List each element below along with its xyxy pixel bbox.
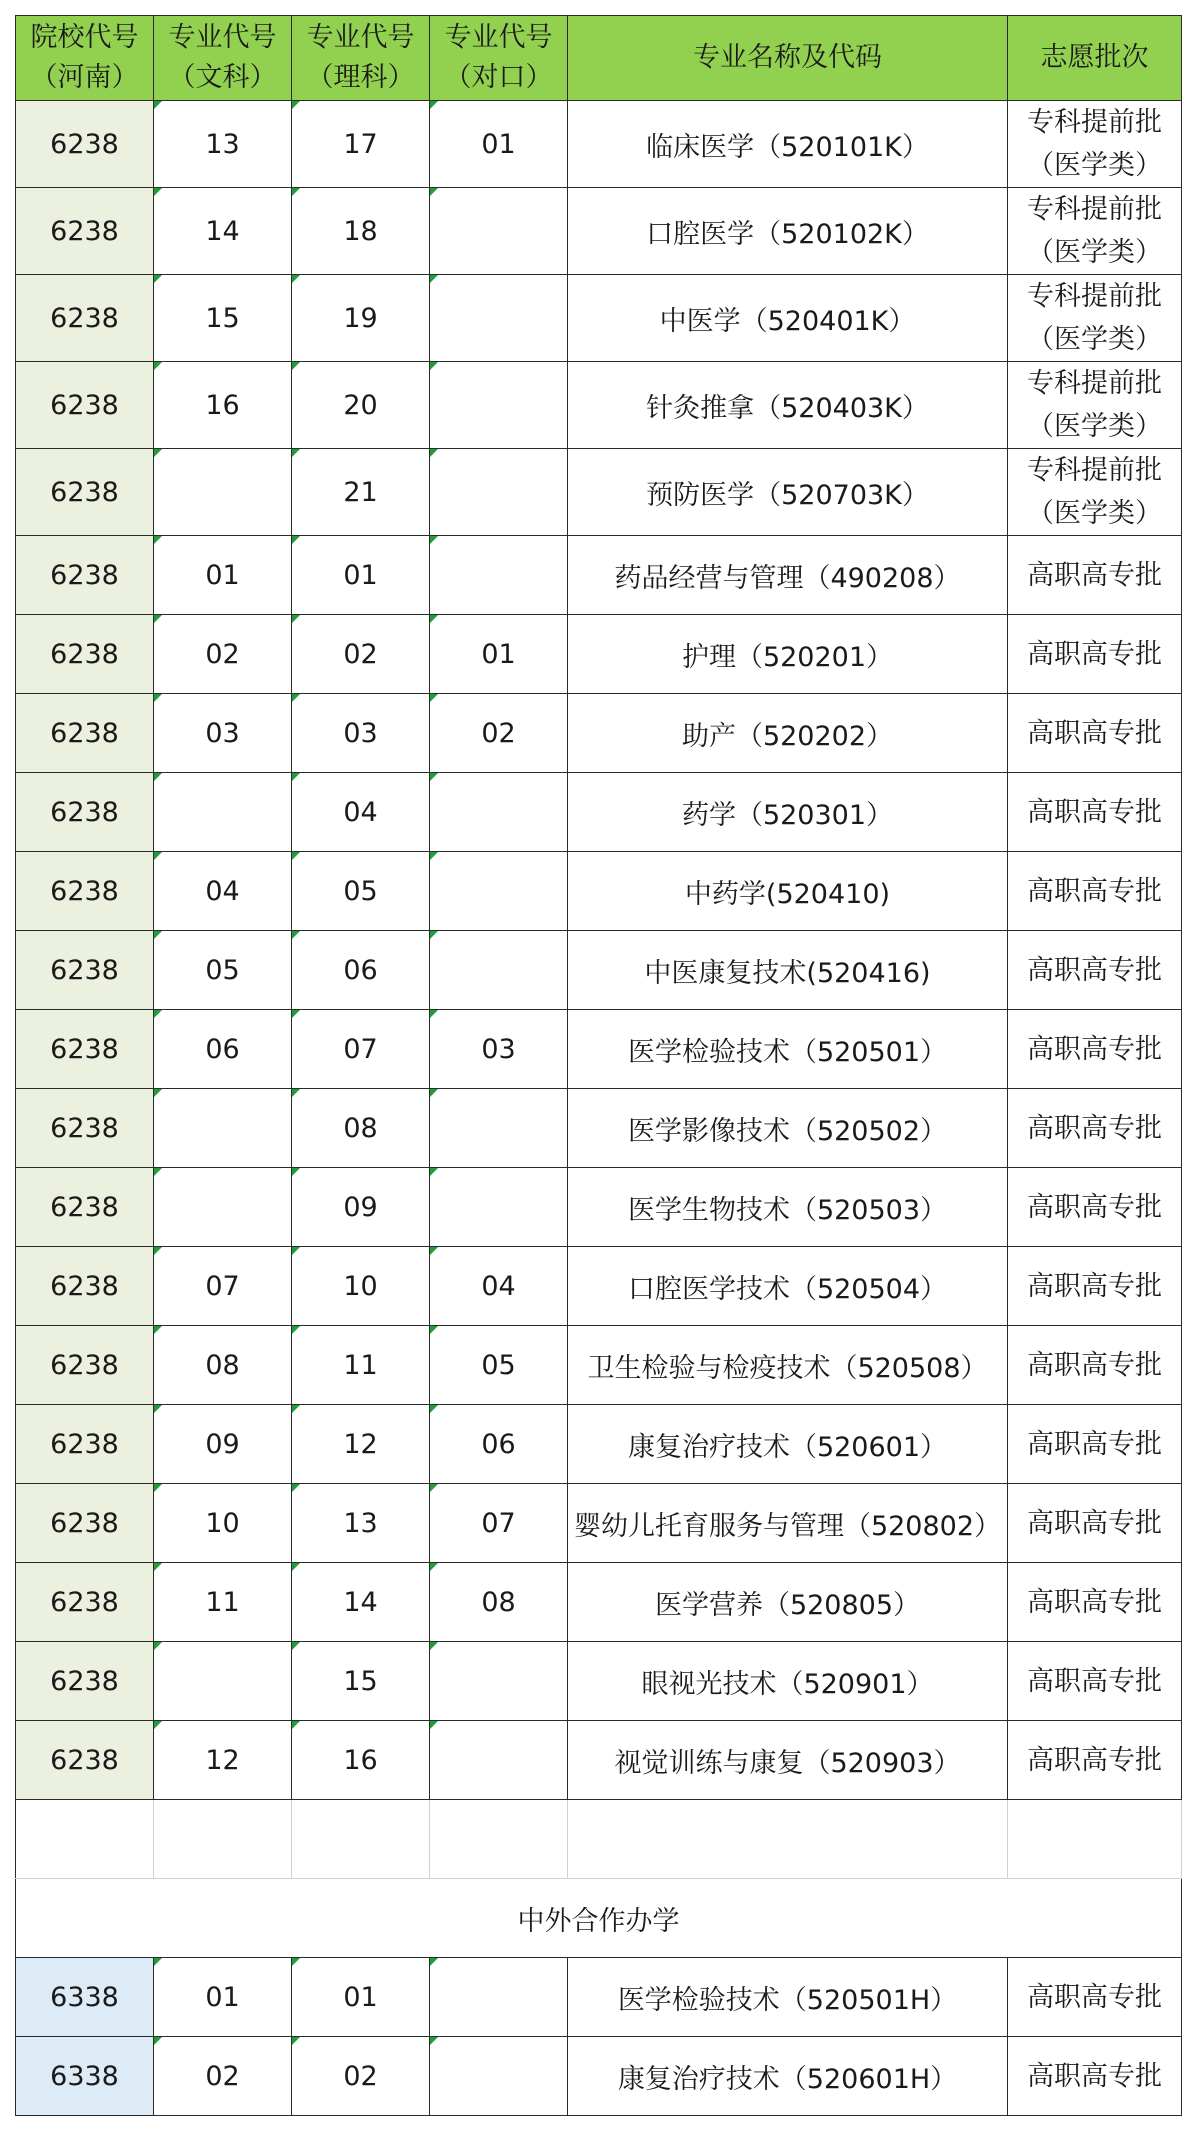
coop-table-row bbox=[16, 2037, 1182, 2116]
batch-cell: 高职高专批 bbox=[1008, 1563, 1182, 1642]
li-code-cell: 14 bbox=[292, 1563, 430, 1642]
wen-code-cell: 14 bbox=[154, 188, 292, 275]
major-name-cell: 医学检验技术（520501） bbox=[568, 1010, 1008, 1089]
li-code-cell: 11 bbox=[292, 1326, 430, 1405]
dui-code-cell bbox=[430, 275, 568, 362]
dui-code-cell bbox=[430, 1089, 568, 1168]
blank-cell bbox=[430, 1800, 568, 1879]
blank-cell bbox=[154, 1800, 292, 1879]
major-name-cell: 药品经营与管理（490208） bbox=[568, 536, 1008, 615]
li-code-cell: 09 bbox=[292, 1168, 430, 1247]
school-code-cell: 6238 bbox=[16, 1484, 154, 1563]
school-code-cell: 6238 bbox=[16, 1563, 154, 1642]
major-name-cell: 视觉训练与康复（520903） bbox=[568, 1721, 1008, 1800]
li-code-cell: 06 bbox=[292, 931, 430, 1010]
table-row bbox=[16, 773, 1182, 852]
wen-code-cell: 08 bbox=[154, 1326, 292, 1405]
wen-code-cell: 05 bbox=[154, 931, 292, 1010]
table-row bbox=[16, 1405, 1182, 1484]
dui-code-cell: 01 bbox=[430, 101, 568, 188]
table-body bbox=[16, 101, 1182, 2116]
wen-code-cell: 15 bbox=[154, 275, 292, 362]
blank-cell bbox=[16, 1800, 154, 1879]
table-row bbox=[16, 188, 1182, 275]
wen-code-cell: 16 bbox=[154, 362, 292, 449]
li-code-cell: 01 bbox=[292, 1958, 430, 2037]
header-row bbox=[16, 16, 1182, 101]
li-code-cell: 08 bbox=[292, 1089, 430, 1168]
major-name-cell: 中药学(520410) bbox=[568, 852, 1008, 931]
major-name-cell: 康复治疗技术（520601H） bbox=[568, 2037, 1008, 2116]
batch-cell: 高职高专批 bbox=[1008, 536, 1182, 615]
major-name-cell: 康复治疗技术（520601） bbox=[568, 1405, 1008, 1484]
major-name-cell: 口腔医学技术（520504） bbox=[568, 1247, 1008, 1326]
dui-code-cell: 06 bbox=[430, 1405, 568, 1484]
wen-code-cell bbox=[154, 1089, 292, 1168]
blank-cell bbox=[1008, 1800, 1182, 1879]
batch-cell: 高职高专批 bbox=[1008, 1010, 1182, 1089]
li-code-cell: 15 bbox=[292, 1642, 430, 1721]
school-code-cell: 6238 bbox=[16, 188, 154, 275]
major-name-cell: 中医学（520401K） bbox=[568, 275, 1008, 362]
batch-cell: 高职高专批 bbox=[1008, 1326, 1182, 1405]
major-name-cell: 预防医学（520703K） bbox=[568, 449, 1008, 536]
major-name-cell: 口腔医学（520102K） bbox=[568, 188, 1008, 275]
school-code-cell: 6238 bbox=[16, 275, 154, 362]
school-code-cell: 6238 bbox=[16, 852, 154, 931]
major-name-cell: 医学生物技术（520503） bbox=[568, 1168, 1008, 1247]
batch-cell: 高职高专批 bbox=[1008, 1484, 1182, 1563]
major-name-cell: 医学营养（520805） bbox=[568, 1563, 1008, 1642]
major-name-cell: 中医康复技术(520416) bbox=[568, 931, 1008, 1010]
major-name-cell: 针灸推拿（520403K） bbox=[568, 362, 1008, 449]
school-code-cell: 6238 bbox=[16, 101, 154, 188]
dui-code-cell bbox=[430, 931, 568, 1010]
dui-code-cell bbox=[430, 1642, 568, 1721]
batch-cell: 高职高专批 bbox=[1008, 1089, 1182, 1168]
li-code-cell: 04 bbox=[292, 773, 430, 852]
batch-cell: 高职高专批 bbox=[1008, 2037, 1182, 2116]
dui-code-cell: 08 bbox=[430, 1563, 568, 1642]
table-row bbox=[16, 1721, 1182, 1800]
major-name-cell: 助产（520202） bbox=[568, 694, 1008, 773]
batch-cell: 高职高专批 bbox=[1008, 1247, 1182, 1326]
li-code-cell: 13 bbox=[292, 1484, 430, 1563]
table-row bbox=[16, 1326, 1182, 1405]
dui-code-cell bbox=[430, 362, 568, 449]
li-code-cell: 18 bbox=[292, 188, 430, 275]
wen-code-cell: 07 bbox=[154, 1247, 292, 1326]
li-code-cell: 16 bbox=[292, 1721, 430, 1800]
header-batch: 志愿批次 bbox=[1008, 16, 1182, 101]
table-row bbox=[16, 1089, 1182, 1168]
li-code-cell: 02 bbox=[292, 615, 430, 694]
dui-code-cell bbox=[430, 536, 568, 615]
batch-cell: 专科提前批 （医学类） bbox=[1008, 275, 1182, 362]
wen-code-cell bbox=[154, 1642, 292, 1721]
major-name-cell: 护理（520201） bbox=[568, 615, 1008, 694]
dui-code-cell: 05 bbox=[430, 1326, 568, 1405]
table-row bbox=[16, 615, 1182, 694]
batch-cell: 高职高专批 bbox=[1008, 773, 1182, 852]
table-row bbox=[16, 275, 1182, 362]
batch-cell: 高职高专批 bbox=[1008, 1642, 1182, 1721]
table-row bbox=[16, 1010, 1182, 1089]
school-code-cell: 6238 bbox=[16, 1642, 154, 1721]
li-code-cell: 07 bbox=[292, 1010, 430, 1089]
school-code-cell: 6238 bbox=[16, 1247, 154, 1326]
li-code-cell: 05 bbox=[292, 852, 430, 931]
school-code-cell: 6238 bbox=[16, 1405, 154, 1484]
li-code-cell: 20 bbox=[292, 362, 430, 449]
section-row bbox=[16, 1879, 1182, 1958]
batch-cell: 专科提前批 （医学类） bbox=[1008, 101, 1182, 188]
wen-code-cell: 02 bbox=[154, 2037, 292, 2116]
major-name-cell: 卫生检验与检疫技术（520508） bbox=[568, 1326, 1008, 1405]
major-name-cell: 医学影像技术（520502） bbox=[568, 1089, 1008, 1168]
wen-code-cell: 10 bbox=[154, 1484, 292, 1563]
school-code-cell: 6238 bbox=[16, 773, 154, 852]
school-code-cell: 6238 bbox=[16, 931, 154, 1010]
dui-code-cell bbox=[430, 1168, 568, 1247]
table-row bbox=[16, 362, 1182, 449]
major-name-cell: 药学（520301） bbox=[568, 773, 1008, 852]
dui-code-cell: 07 bbox=[430, 1484, 568, 1563]
school-code-cell: 6338 bbox=[16, 2037, 154, 2116]
batch-cell: 专科提前批 （医学类） bbox=[1008, 188, 1182, 275]
dui-code-cell bbox=[430, 1721, 568, 1800]
wen-code-cell: 03 bbox=[154, 694, 292, 773]
dui-code-cell: 02 bbox=[430, 694, 568, 773]
table-row bbox=[16, 1563, 1182, 1642]
li-code-cell: 10 bbox=[292, 1247, 430, 1326]
batch-cell: 高职高专批 bbox=[1008, 852, 1182, 931]
table-row bbox=[16, 931, 1182, 1010]
wen-code-cell bbox=[154, 449, 292, 536]
wen-code-cell: 01 bbox=[154, 1958, 292, 2037]
wen-code-cell: 02 bbox=[154, 615, 292, 694]
wen-code-cell: 04 bbox=[154, 852, 292, 931]
school-code-cell: 6238 bbox=[16, 1326, 154, 1405]
batch-cell: 高职高专批 bbox=[1008, 615, 1182, 694]
header-major-code-wen: 专业代号 （文科） bbox=[154, 16, 292, 101]
dui-code-cell: 04 bbox=[430, 1247, 568, 1326]
wen-code-cell: 12 bbox=[154, 1721, 292, 1800]
table-row bbox=[16, 1642, 1182, 1721]
dui-code-cell bbox=[430, 773, 568, 852]
school-code-cell: 6238 bbox=[16, 1168, 154, 1247]
major-name-cell: 眼视光技术（520901） bbox=[568, 1642, 1008, 1721]
major-code-table bbox=[15, 15, 1182, 2116]
school-code-cell: 6238 bbox=[16, 536, 154, 615]
school-code-cell: 6238 bbox=[16, 1089, 154, 1168]
school-code-cell: 6238 bbox=[16, 362, 154, 449]
li-code-cell: 12 bbox=[292, 1405, 430, 1484]
batch-cell: 高职高专批 bbox=[1008, 1958, 1182, 2037]
major-name-cell: 临床医学（520101K） bbox=[568, 101, 1008, 188]
header-major-code-dui: 专业代号 （对口） bbox=[430, 16, 568, 101]
school-code-cell: 6238 bbox=[16, 449, 154, 536]
table-row bbox=[16, 449, 1182, 536]
table-row bbox=[16, 1247, 1182, 1326]
dui-code-cell: 03 bbox=[430, 1010, 568, 1089]
dui-code-cell bbox=[430, 1958, 568, 2037]
school-code-cell: 6238 bbox=[16, 1010, 154, 1089]
batch-cell: 高职高专批 bbox=[1008, 1721, 1182, 1800]
li-code-cell: 02 bbox=[292, 2037, 430, 2116]
blank-row bbox=[16, 1800, 1182, 1879]
dui-code-cell bbox=[430, 2037, 568, 2116]
wen-code-cell: 06 bbox=[154, 1010, 292, 1089]
section-title: 中外合作办学 bbox=[16, 1879, 1182, 1958]
blank-cell bbox=[292, 1800, 430, 1879]
wen-code-cell: 11 bbox=[154, 1563, 292, 1642]
batch-cell: 高职高专批 bbox=[1008, 1168, 1182, 1247]
table-row bbox=[16, 536, 1182, 615]
table-row bbox=[16, 1168, 1182, 1247]
school-code-cell: 6238 bbox=[16, 615, 154, 694]
table-row bbox=[16, 101, 1182, 188]
school-code-cell: 6238 bbox=[16, 1721, 154, 1800]
header-major-name: 专业名称及代码 bbox=[568, 16, 1008, 101]
table-row bbox=[16, 1484, 1182, 1563]
batch-cell: 专科提前批 （医学类） bbox=[1008, 362, 1182, 449]
batch-cell: 高职高专批 bbox=[1008, 1405, 1182, 1484]
batch-cell: 专科提前批 （医学类） bbox=[1008, 449, 1182, 536]
wen-code-cell: 01 bbox=[154, 536, 292, 615]
blank-cell bbox=[568, 1800, 1008, 1879]
coop-table-row bbox=[16, 1958, 1182, 2037]
table-header bbox=[16, 16, 1182, 101]
table-row bbox=[16, 694, 1182, 773]
batch-cell: 高职高专批 bbox=[1008, 931, 1182, 1010]
header-major-code-li: 专业代号 （理科） bbox=[292, 16, 430, 101]
school-code-cell: 6238 bbox=[16, 694, 154, 773]
header-school-code: 院校代号 （河南） bbox=[16, 16, 154, 101]
dui-code-cell bbox=[430, 852, 568, 931]
li-code-cell: 03 bbox=[292, 694, 430, 773]
li-code-cell: 01 bbox=[292, 536, 430, 615]
major-name-cell: 医学检验技术（520501H） bbox=[568, 1958, 1008, 2037]
wen-code-cell: 13 bbox=[154, 101, 292, 188]
li-code-cell: 17 bbox=[292, 101, 430, 188]
table-row bbox=[16, 852, 1182, 931]
major-name-cell: 婴幼儿托育服务与管理（520802） bbox=[568, 1484, 1008, 1563]
li-code-cell: 21 bbox=[292, 449, 430, 536]
school-code-cell: 6338 bbox=[16, 1958, 154, 2037]
wen-code-cell: 09 bbox=[154, 1405, 292, 1484]
dui-code-cell bbox=[430, 188, 568, 275]
wen-code-cell bbox=[154, 773, 292, 852]
batch-cell: 高职高专批 bbox=[1008, 694, 1182, 773]
dui-code-cell: 01 bbox=[430, 615, 568, 694]
li-code-cell: 19 bbox=[292, 275, 430, 362]
dui-code-cell bbox=[430, 449, 568, 536]
wen-code-cell bbox=[154, 1168, 292, 1247]
